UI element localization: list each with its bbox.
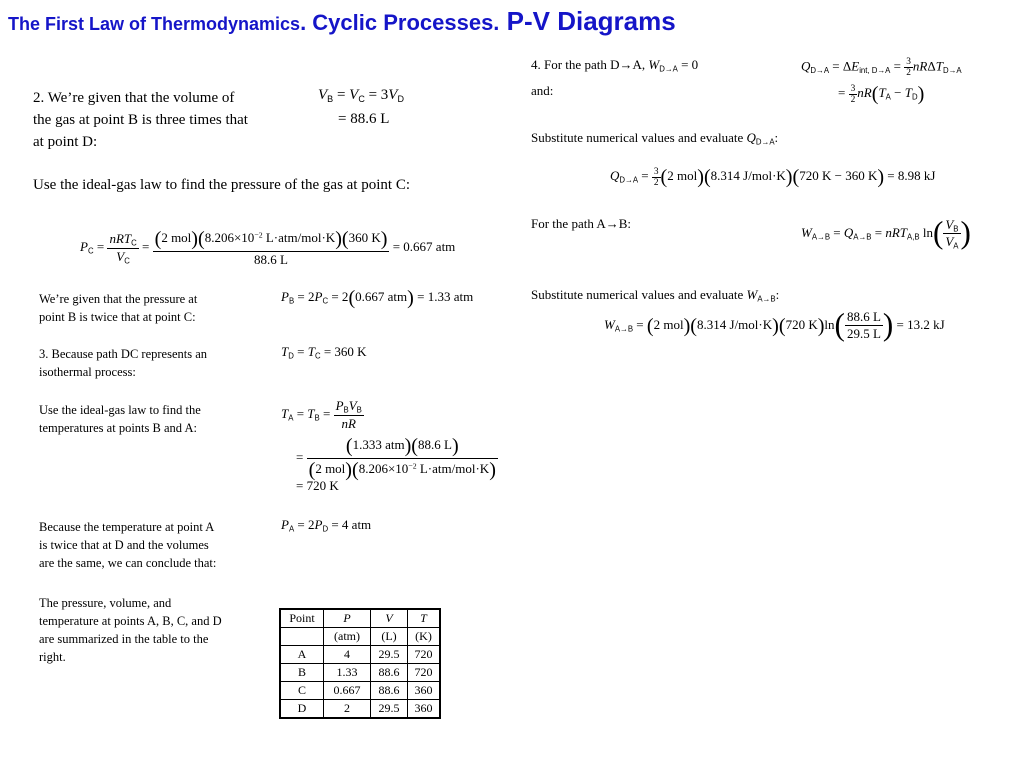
table-cell: 1.33 xyxy=(324,664,371,682)
table-cell: 360 xyxy=(408,700,441,719)
table-cell: 2 xyxy=(324,700,371,719)
ta-equation-2: = $\frac{\text{(1.333 atm)(88.6 L)}}{(2 mol)(8.206\times 10^{-2} L\cdot atm/mol\cdot K)}$ xyxy=(296,435,496,481)
ideal-gas-text: Use the ideal-gas law to find the pressure of the gas at point C: xyxy=(33,177,410,193)
vb-equation: $V_B = V_C = 3V_D$ xyxy=(318,87,404,105)
table-header: Point xyxy=(280,609,324,628)
w-ab-equation: $W_{A\to B} = Q_{A\to B} = nRT_{A,B}$ ln( $\frac{V_B}{V_A}$ ) xyxy=(801,215,971,251)
table-header-row xyxy=(280,609,440,628)
path-ab-text: For the path A→B: xyxy=(531,216,632,231)
pa-text: Because the temperature at point A is twice that at D and the volumes are the same, we can conclude that: xyxy=(39,520,217,570)
table-row xyxy=(280,664,440,682)
table-cell: 360 xyxy=(408,682,441,700)
table-row xyxy=(280,682,440,700)
table-cell: 720 xyxy=(408,664,441,682)
q-da-equation-2: = $\frac{3}{2}$ $nR(T_A - T_D)$ xyxy=(838,83,925,105)
ta-result: = 720 K xyxy=(296,478,339,493)
table-cell: (L) xyxy=(371,628,408,646)
table-cell: 4 xyxy=(324,646,371,664)
table-cell: A xyxy=(280,646,324,664)
vb-result: = 88.6 L xyxy=(338,111,390,127)
pc-equation: $P_C$ = $\frac{nRT_C}{V_C}$ = $\frac{(2 mol)(8.206\times 10^{-2} L\cdot atm/mol\cdot K)(360 K)}{88.6 L}$ = 0.667 atm xyxy=(80,228,456,267)
table-cell: (atm) xyxy=(324,628,371,646)
q-da-equation-1: $Q_{D\to A} = \Delta E_{int, D\to A}$ = $\frac{3}{2}$ nRΔT$_{D\to A}$ xyxy=(801,57,962,78)
table-cell: 88.6 xyxy=(371,664,408,682)
table-header: T xyxy=(408,609,441,628)
summary-table xyxy=(279,608,441,719)
table-header: P xyxy=(324,609,371,628)
slide-title xyxy=(8,6,676,37)
table-header: V xyxy=(371,609,408,628)
table-cell: 720 xyxy=(408,646,441,664)
table-cell: C xyxy=(280,682,324,700)
step4-text: 4. For the path D→A, $W_{D\to A} = 0$ xyxy=(531,57,699,74)
table-cell: 88.6 xyxy=(371,682,408,700)
table-cell: D xyxy=(280,700,324,719)
substitute-q-text: Substitute numerical values and evaluate $Q_{D\to A}$: xyxy=(531,130,779,147)
q-da-numeric: $Q_{D\to A}$ = $\frac{3}{2}$ (2 mol)(8.314 J/mol·K)(720 K − 360 K) = 8.98 kJ xyxy=(610,166,936,188)
title-part-3: P-V Diagrams xyxy=(499,6,676,36)
step2-text: 2. We’re given that the volume of the gas at point B is three times that at point D: xyxy=(33,90,248,150)
and-text: and: xyxy=(531,83,554,98)
table-units-row xyxy=(280,628,440,646)
title-part-2: . Cyclic Processes. xyxy=(300,10,500,35)
table-row xyxy=(280,646,440,664)
substitute-w-text: Substitute numerical values and evaluate $W_{A\to B}$: xyxy=(531,287,780,304)
w-ab-numeric: $W_{A\to B} = (2$ mol)(8.314 J/mol·K)(720 K)ln( $\frac{88.6 L}{29.5 L}$ ) = 13.2 kJ xyxy=(604,307,945,342)
step3-text: 3. Because path DC represents an isothermal process: xyxy=(39,347,207,379)
table-cell: (K) xyxy=(408,628,441,646)
temps-text: Use the ideal-gas law to find the temperatures at points B and A: xyxy=(39,403,201,435)
pa-equation: $P_A = 2P_D = 4$ atm xyxy=(281,517,372,534)
pb-text: We’re given that the pressure at point B is twice that at point C: xyxy=(39,292,198,324)
table-cell xyxy=(280,628,324,646)
table-cell: B xyxy=(280,664,324,682)
td-equation: $T_D = T_C = 360$ K xyxy=(281,344,367,361)
table-cell: 29.5 xyxy=(371,700,408,719)
table-row xyxy=(280,700,440,719)
table-cell: 0.667 xyxy=(324,682,371,700)
pb-equation: $P_B = 2P_C = 2(0.667$ atm) = 1.33 atm xyxy=(281,287,474,309)
title-part-1: The First Law of Thermodynamics xyxy=(8,14,301,34)
summary-text: The pressure, volume, and temperature at points A, B, C, and D are summarized in the table to the right. xyxy=(39,596,222,664)
table-cell: 29.5 xyxy=(371,646,408,664)
ta-equation-1: $T_A = T_B$ = $\frac{P_BV_B}{nR}$ xyxy=(281,398,362,431)
